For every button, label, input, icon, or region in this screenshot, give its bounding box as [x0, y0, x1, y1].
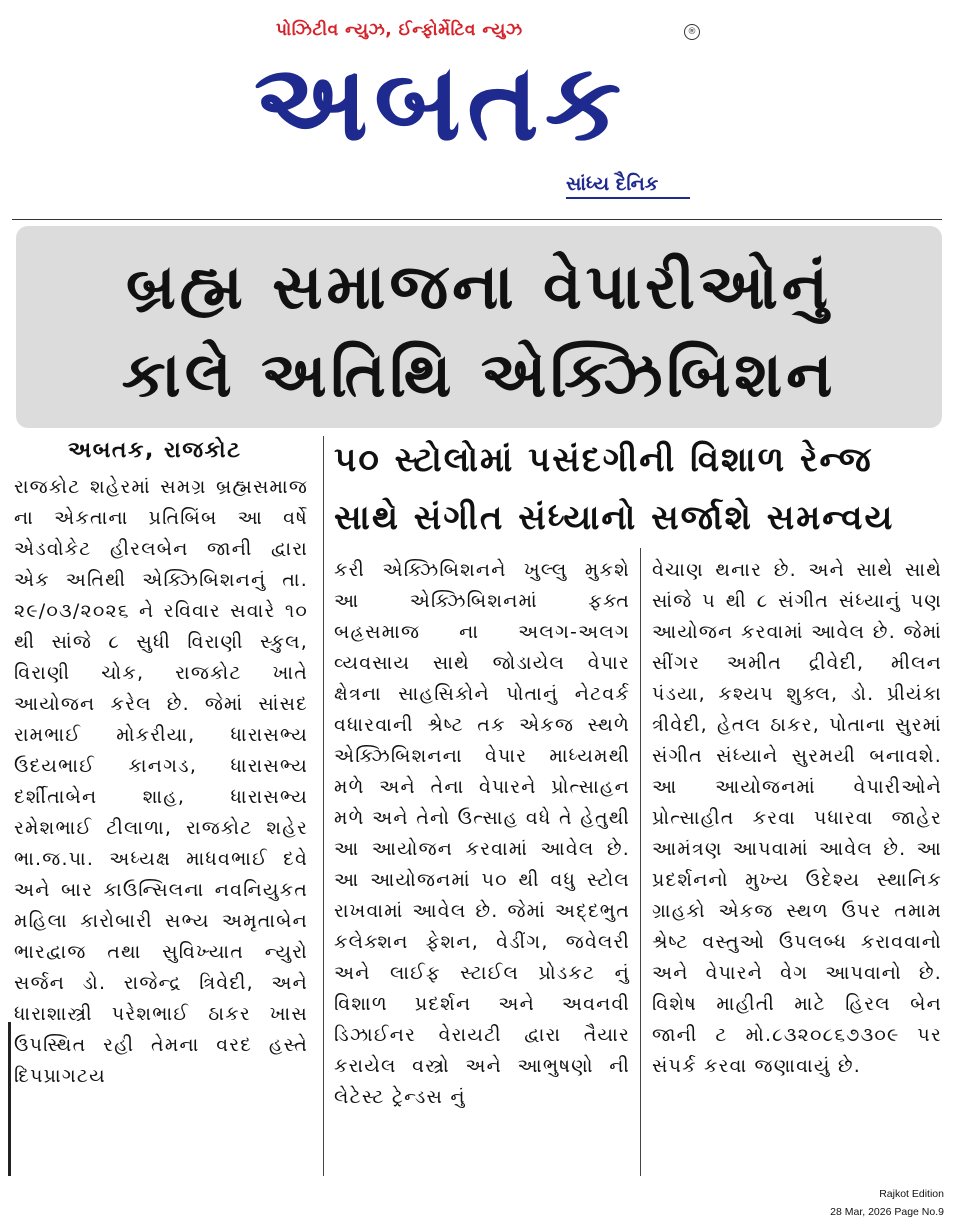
column-divider-2 [640, 548, 641, 1176]
left-margin-mark [8, 1022, 11, 1176]
article-column-2: કરી એક્ઝિબિશનને ખુલ્લુ મુકશે આ એક્ઝિબિશનમાં ફક્ત બહ્રસમાજ ના અલગ-અલગ વ્યવસાય સાથે જોડાયેલ વેપાર ક્ષેત્રના સાહસિકોને પોતાનું નેટવર્ક વધારવાની શ્રેષ્ટ તક એકજ સ્થળે એક્ઝિબિશનના વેપાર માધ્યમથી મળે અને તેના વેપારને પ્રોત્સાહન મળે અને તેનો ઉત્સાહ વધે તે હેતુથી આ આયોજન કરવામાં આવેલ છે. આ આયોજનમાં ૫૦ થી વધુ સ્ટોલ રાખવામાં આવેલ છે. જેમાં અદ્દભુત કલેક્શન ફેશન, વેડીંગ, જવેલરી અને લાઈફ સ્ટાઈલ પ્રોડકટ નું વિશાળ પ્રદર્શન અને અવનવી ડિઝાઈનર વેરાયટી દ્વારા તૈયાર કરાયેલ વસ્ત્રો અને આભુષણો ની લેટેસ્ટ ટ્રેન્ડસ નું [334, 559, 630, 1108]
edition-name: Rajkot Edition [879, 1188, 944, 1200]
edition-footer [830, 1185, 944, 1221]
masthead-tagline: પોઝિટીવ ન્યુઝ, ઈન્ફોર્મેટિવ ન્યુઝ [276, 20, 523, 40]
subheadline-line-2: સાથે સંગીત સંધ્યાનો સર્જાશે સમન્વય [334, 498, 895, 538]
column-divider-1 [323, 436, 324, 1176]
edition-date-page: 28 Mar, 2026 Page No.9 [830, 1206, 944, 1218]
newspaper-logo: અબતક [254, 41, 628, 164]
registered-mark-icon: ® [684, 24, 700, 40]
headline-line-1: બ્રહ્મ સમાજના વેપારીઓનું [126, 250, 832, 323]
subheadline-line-1: ૫૦ સ્ટોલોમાં પસંદગીની વિશાળ રેન્જ [334, 440, 873, 480]
masthead [0, 0, 954, 215]
article-column-1: રાજકોટ શહેરમાં સમગ્ર બ્રહ્મસમાજ ના એકતાના પ્રતિબિંબ આ વર્ષે એડવોકેટ હીરલબેન જાની દ્વારા એક અતિથી એક્ઝિબિશનનું તા. ૨૯/૦૩/૨૦૨૬ ને રવિવાર સવારે ૧૦ થી સાંજે ૮ સુધી વિરાણી સ્કુલ, વિરાણી ચોક, રાજકોટ ખાતે આયોજન કરેલ છે. જેમાં સાંસદ રામભાઈ મોકરીયા, ધારાસભ્ય ઉદયભાઈ કાનગડ, ધારાસભ્ય દર્શીતાબેન શાહ, ધારાસભ્ય રમેશભાઈ ટીલાળા, રાજકોટ શહેર ભા.જ.પા. અધ્યક્ષ માધવભાઈ દવે અને બાર કાઉન્સિલના નવનિયુકત મહિલા કારોબારી સભ્ય અમૃતાબેન ભારદ્વાજ તથા સુવિખ્યાત ન્યુરો સર્જન ડો. રાજેન્દ્ર ત્રિવેદી, અને ધારાશાસ્ત્રી પરેશભાઈ ઠાકર ખાસ ઉપસ્થિત રહી તેમના વરદ હસ્તે દિપપ્રાગટય [14, 476, 308, 1087]
subtitle-underline [566, 197, 690, 199]
headline-line-2: કાલે અતિથિ એક્ઝિબિશન [121, 338, 837, 411]
article-dateline: અબતક, રાજકોટ [68, 438, 242, 463]
masthead-subtitle: સાંધ્ય દૈનિક [566, 173, 659, 195]
headline-box [16, 226, 942, 428]
masthead-divider [12, 219, 942, 220]
article-column-3: વેચાણ થનાર છે. અને સાથે સાથે સાંજે ૫ થી ૮ સંગીત સંધ્યાનું પણ આયોજન કરવામાં આવેલ છે. જેમાં સીંગર અમીત દ્રીવેદી, મીલન પંડયા, કશ્યપ શુક્લ, ડો. પ્રીયંકા ત્રીવેદી, હેતલ ઠાકર, પોતાના સુરમાં સંગીત સંધ્યાને સુરમયી બનાવશે. આ આયોજનમાં વેપારીઓને પ્રોત્સાહીત કરવા પધારવા જાહેર આમંત્રણ આપવામાં આવેલ છે. આ પ્રદર્શનનો મુખ્ય ઉદેશ્ય સ્થાનિક ગ્રાહકો એકજ સ્થળ ઉપર તમામ શ્રેષ્ટ વસ્તુઓ ઉપલબ્ધ કરાવવાનો અને વેપારને વેગ આપવાનો છે. વિશેષ માહીતી માટે હિરલ બેન જાની ટ મો.૮૩૨૦૮૬૭૩૦૯ પર સંપર્ક કરવા જણાવાયું છે. [652, 559, 942, 1077]
